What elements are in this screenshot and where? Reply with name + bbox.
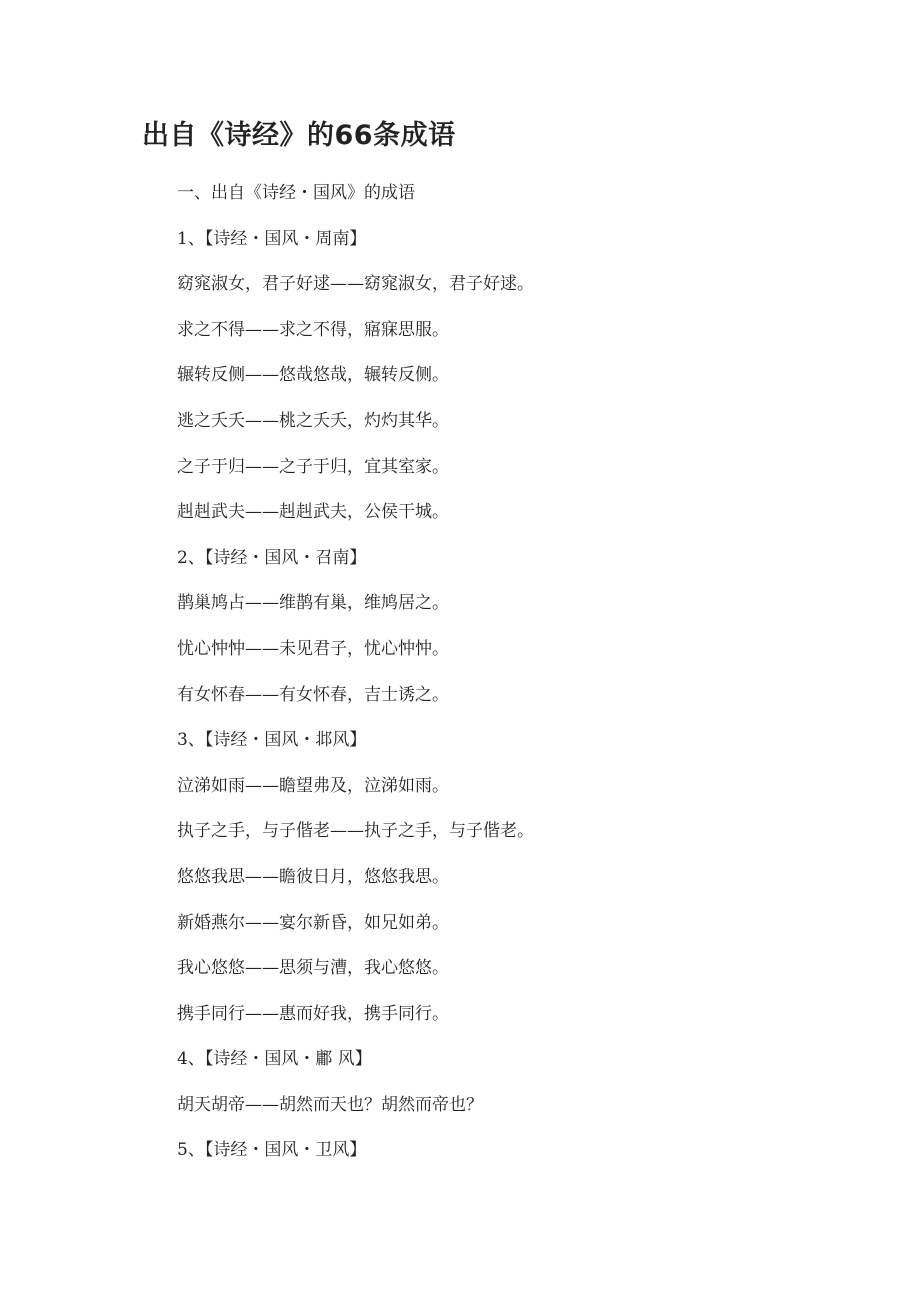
document-title: 出自《诗经》的66条成语 bbox=[142, 120, 456, 151]
section-heading: 一、出自《诗经・国风》的成语 bbox=[177, 183, 415, 203]
subsection-heading: 1、【诗经・国风・周南】 bbox=[177, 228, 367, 249]
idiom-line: 鹊巢鸠占——维鹊有巢，维鸠居之。 bbox=[177, 593, 449, 614]
idiom-line: 携手同行——惠而好我，携手同行。 bbox=[177, 1003, 449, 1024]
subsection-heading: 4、【诗经・国风・鄘 风】 bbox=[177, 1049, 372, 1070]
idiom-line: 胡天胡帝——胡然而天也？胡然而帝也？ bbox=[177, 1094, 483, 1115]
idiom-line: 悠悠我思——瞻彼日月，悠悠我思。 bbox=[177, 866, 449, 887]
text-lines bbox=[177, 178, 534, 1181]
idiom-line: 之子于归——之子于归，宜其室家。 bbox=[177, 456, 449, 477]
idiom-line: 窈窕淑女，君子好逑——窈窕淑女，君子好逑。 bbox=[177, 274, 534, 295]
subsection-heading: 2、【诗经・国风・召南】 bbox=[177, 547, 367, 568]
subsection-heading: 3、【诗经・国风・邶风】 bbox=[177, 730, 367, 751]
idiom-line: 辗转反侧——悠哉悠哉，辗转反侧。 bbox=[177, 365, 449, 386]
idiom-line: 求之不得——求之不得，寤寐思服。 bbox=[177, 319, 449, 340]
subsection-heading: 5、【诗经・国风・卫风】 bbox=[177, 1140, 367, 1161]
idiom-line: 执子之手，与子偕老——执子之手，与子偕老。 bbox=[177, 821, 534, 842]
idiom-line: 忧心忡忡——未见君子，忧心忡忡。 bbox=[177, 638, 449, 659]
idiom-line: 有女怀春——有女怀春，吉士诱之。 bbox=[177, 684, 449, 705]
idiom-line: 我心悠悠——思须与漕，我心悠悠。 bbox=[177, 958, 449, 979]
idiom-line: 泣涕如雨——瞻望弗及，泣涕如雨。 bbox=[177, 775, 449, 796]
idiom-line: 新婚燕尔——宴尔新昏，如兄如弟。 bbox=[177, 912, 449, 933]
idiom-line: 逃之夭夭——桃之夭夭，灼灼其华。 bbox=[177, 410, 449, 431]
idiom-line: 赳赳武夫——赳赳武夫，公侯干城。 bbox=[177, 502, 449, 523]
